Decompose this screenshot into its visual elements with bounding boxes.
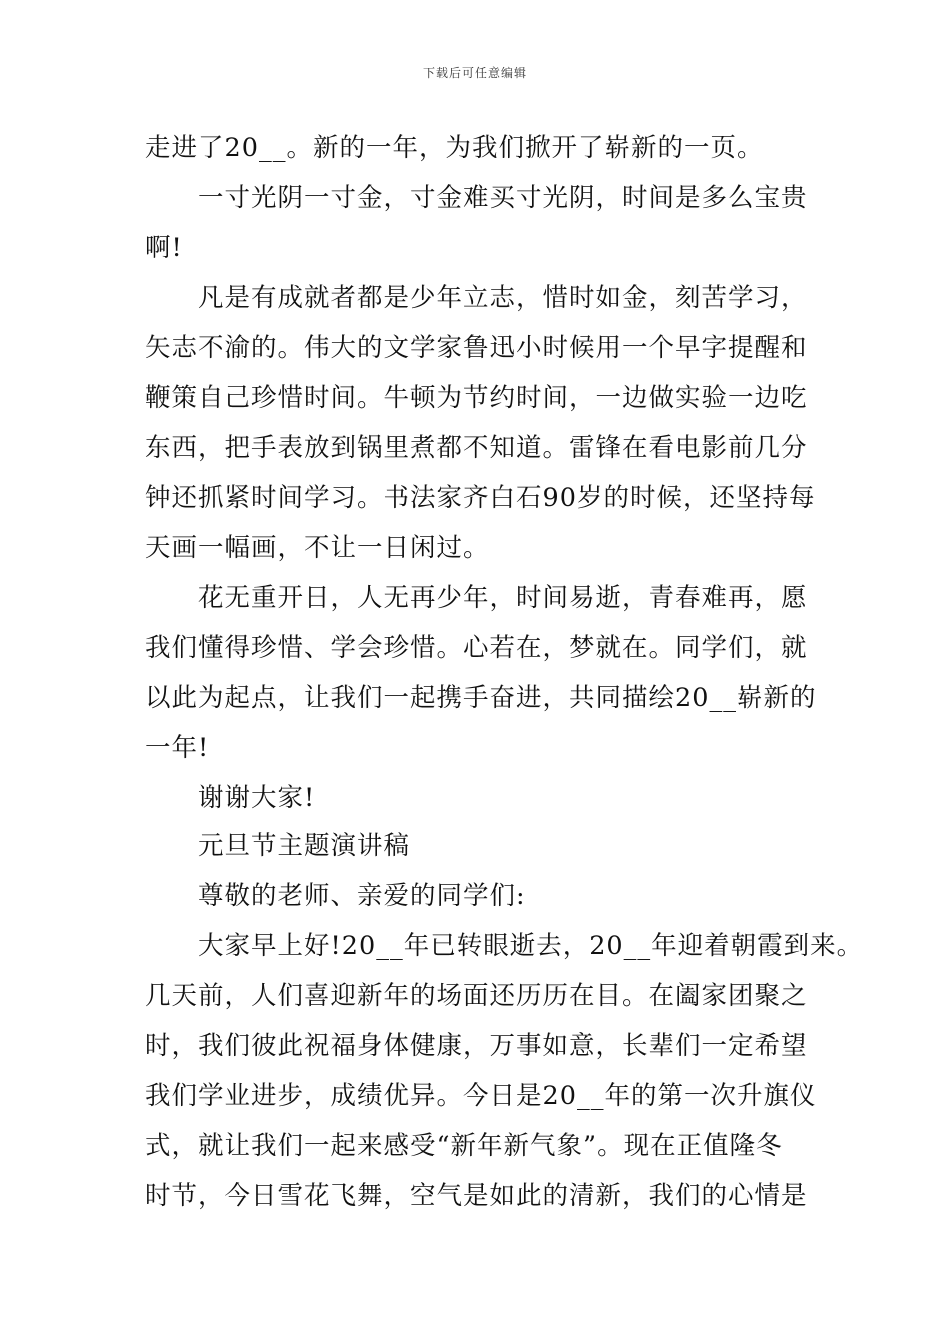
page-header: 下载后可任意编辑 <box>422 66 527 80</box>
text-line: 谢谢大家! <box>145 783 316 813</box>
text-line: 东西，把手表放到锅里煮都不知道。雷锋在看电影前几分 <box>145 433 808 463</box>
text-line: 走进了20__。新的一年，为我们掀开了崭新的一页。 <box>145 133 764 163</box>
text-line: 花无重开日，人无再少年，时间易逝，青春难再，愿 <box>145 583 808 613</box>
text-line: 尊敬的老师、亲爱的同学们: <box>145 881 526 911</box>
text-line: 大家早上好!20__年已转眼逝去，20__年迎着朝霞到来。 <box>145 931 864 961</box>
text-line: 以此为起点，让我们一起携手奋进，共同描绘20__崭新的 <box>145 683 817 713</box>
text-line: 鞭策自己珍惜时间。牛顿为节约时间，一边做实验一边吃 <box>145 383 808 413</box>
text-line: 我们懂得珍惜、学会珍惜。心若在，梦就在。同学们，就 <box>145 633 808 663</box>
text-line: 时节，今日雪花飞舞，空气是如此的清新，我们的心情是 <box>145 1181 808 1211</box>
text-line: 啊! <box>145 233 183 263</box>
text-line: 我们学业进步，成绩优异。今日是20__年的第一次升旗仪 <box>145 1081 817 1111</box>
text-line: 时，我们彼此祝福身体健康，万事如意，长辈们一定希望 <box>145 1031 808 1061</box>
text-line: 凡是有成就者都是少年立志，惜时如金，刻苦学习， <box>145 283 808 313</box>
text-line: 钟还抓紧时间学习。书法家齐白石90岁的时候，还坚持每 <box>145 483 816 513</box>
text-line: 天画一幅画，不让一日闲过。 <box>145 533 490 563</box>
text-line: 元旦节主题演讲稿 <box>145 831 411 861</box>
text-line: 一寸光阴一寸金，寸金难买寸光阴，时间是多么宝贵 <box>145 183 808 213</box>
text-line: 一年! <box>145 733 210 763</box>
text-line: 式，就让我们一起来感受“新年新气象”。现在正值隆冬 <box>145 1131 783 1161</box>
text-line: 矢志不渝的。伟大的文学家鲁迅小时候用一个早字提醒和 <box>145 333 808 363</box>
text-line: 几天前，人们喜迎新年的场面还历历在目。在阖家团聚之 <box>145 981 808 1011</box>
